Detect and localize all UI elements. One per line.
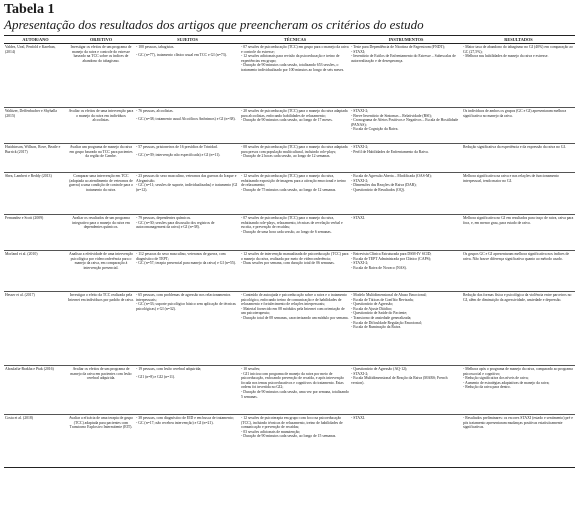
table-header-row bbox=[4, 36, 575, 44]
techniques-item: - 03 sessões adicionais de manutenção; bbox=[241, 429, 301, 434]
results-item: Melhora significativa no GI em resultados para traço de raiva, raiva para fora, e, em menor grau, para estado de raiva. bbox=[463, 216, 574, 225]
instruments-item: - STAXI-2; bbox=[351, 109, 369, 113]
author-text: Aboulafia-Brakha e Ptak (2016) bbox=[5, 367, 54, 371]
techniques-item: - Duração de 90 minutos cada sessão, totalizando 653 sessões, o tratamento individualizado por 100 minutos ao longo de seis meses. bbox=[241, 63, 345, 72]
cell-author bbox=[4, 251, 67, 292]
techniques-item: - GI1 iniciou com programa de manejo da raiva por meio de psicoeducação, enfocando prevenção de recaída, e após intervenção focada nos temas psicoeducativos e cognitivos do tratamento. Estas ordens foi invertida no GI2; bbox=[241, 371, 344, 390]
techniques-item: - 07 sessões de psicoeducação (TCC) para o manejo da raiva, enfatizando role-plays, relaxamento, técnicas de revelação verbal e escrita, e prevenção de recaídas; bbox=[241, 216, 343, 230]
objective-text: Avaliar um programa de manejo da raiva em grupo baseado na TCC para pacientes da região de Cambe. bbox=[69, 145, 133, 159]
table-row bbox=[4, 44, 575, 108]
techniques-item: - Duração de uma hora cada sessão, ao longo de 6 semanas. bbox=[241, 229, 332, 234]
techniques-item: - 12 sessões adicionais para revisão da psicoeducação e treino de experiências em grupo; bbox=[241, 54, 340, 63]
objective-text: Avaliar os efeitos de uma intervenção para o manejo da raiva em indivíduos alcoolistas. bbox=[68, 109, 134, 123]
author-text: Costa et al. (2018) bbox=[5, 416, 34, 420]
techniques-item: - Duração total de 08 semanas, caracterizando um módulo por semana. bbox=[241, 315, 349, 320]
cell-results bbox=[462, 366, 575, 415]
techniques-item: - Duração de 2 horas cada sessão, ao longo de 12 semanas. bbox=[241, 154, 331, 159]
techniques-item: - 20 sessões de psicoeducação (TCC) para o manejo da raiva adaptada para alcoolistas, enfocando habilidades de relaxamento; bbox=[241, 109, 348, 118]
instruments-item: - STAXI-2; bbox=[351, 145, 369, 149]
cell-instruments bbox=[350, 415, 462, 468]
cell-results bbox=[462, 292, 575, 366]
instruments-item: - Escala de Agressão Aberta – Modificada (OAS-M); bbox=[351, 174, 432, 178]
header-techniques: TÉCNICAS bbox=[240, 36, 350, 44]
cell-results bbox=[462, 251, 575, 292]
instruments-item: - STAXI. bbox=[351, 416, 366, 420]
table-row bbox=[4, 144, 575, 173]
subjects-item: - 65 pessoas, com problemas de agressão nos relacionamentos interpessoais; bbox=[136, 293, 231, 302]
instruments-item: - Breve Inventário de Sintomas – Relatividade (BSI); bbox=[351, 113, 432, 118]
cell-subjects bbox=[135, 215, 240, 251]
objective-text: Investigar os efeitos de um programa de manejo da raiva e controle do estresse baseado na TCC sobre os índices de abandono do tabagismo. bbox=[70, 45, 132, 63]
subjects-item: - 112 pessoas do sexo masculino, veteranos de guerra, com diagnóstico de TEPT; bbox=[136, 252, 226, 261]
table-row bbox=[4, 215, 575, 251]
instruments-item: - Inventário de Estilos de Enfrentamento do Estresse – Subescalas de autorrealização e de desesperança. bbox=[351, 54, 456, 63]
subjects-item: - 23 pessoas do sexo masculino, veteranos das guerras do Iraque e Afeganistão. bbox=[136, 174, 237, 183]
techniques-item: - Duração de 90 minutos cada sessão, uma vez por semana, totalizando 5 semanas. bbox=[241, 389, 349, 399]
cell-author bbox=[4, 366, 67, 415]
techniques-item: - 10 sessões; bbox=[241, 367, 261, 371]
subjects-item: - 79 pessoas, dependentes químicos. bbox=[136, 216, 192, 220]
cell-instruments bbox=[350, 144, 462, 173]
instruments-item: - Modelo Multidimensional de Abuso Emocional; bbox=[351, 293, 427, 297]
subjects-item: - GC (n=77), tratamento clínico usual em TCC e GI (n=73). bbox=[136, 52, 227, 57]
instruments-item: - Questionário de Saúde do Paciente; bbox=[351, 311, 408, 316]
objective-text: Analisar a efetividade de uma intervenção psicológica por videoconferência para o manejo da raiva, em comparação à intervenção presencial. bbox=[69, 252, 133, 270]
instruments-item: - Escala de Cognição da Raiva. bbox=[351, 127, 399, 132]
cell-objective bbox=[67, 44, 135, 108]
instruments-item: - Dimensões das Reações de Raiva (DAR); bbox=[351, 183, 417, 188]
instruments-item: - Teste para Dependência de Nicotina de Fagerstrom (FNDT); bbox=[351, 45, 446, 49]
table-row bbox=[4, 251, 575, 292]
cell-subjects bbox=[135, 251, 240, 292]
results-table bbox=[4, 35, 575, 468]
subjects-item: - GI1 (n=8) e GI2 (n=11). bbox=[136, 374, 176, 379]
cell-objective bbox=[67, 215, 135, 251]
results-item: - Resultados preliminares: os escores STAXI (estado e sentimento) pré e pós tratamento apresentaram mudanças positivas estatisticamente significativas. bbox=[463, 416, 573, 430]
cell-techniques bbox=[240, 415, 350, 468]
instruments-item: - STAXI-2; bbox=[351, 371, 369, 376]
objective-text: Comparar uma intervenção em TCC (adaptada ao atendimento de veteranos de guerra) a uma condição de controle para o tratamento da raiva. bbox=[69, 174, 133, 192]
subjects-item: - GC (n=30; sessões para discussão dos registros de autocomanagement da raiva) e GI (n=38). bbox=[136, 220, 215, 230]
results-item: - Melhora nas habilidades de manejo da raiva e estresse. bbox=[463, 54, 549, 59]
results-item: - Maior taxa de abandono do tabagismo no GI (40%) em comparação ao GC (27,5%); bbox=[463, 45, 573, 54]
results-item: Redução significativa da experiência e da expressão da raiva no GI. bbox=[463, 145, 566, 149]
subjects-item: - 19 pessoas, com lesão cerebral adquirida; bbox=[136, 367, 202, 371]
cell-instruments bbox=[350, 251, 462, 292]
header-results: RESULTADOS bbox=[462, 36, 575, 44]
instruments-item: - Escala de Táticas de Conflito Revisada; bbox=[351, 297, 414, 302]
cell-subjects bbox=[135, 173, 240, 215]
subjects-item: - 100 pessoas, tabagistas. bbox=[136, 45, 175, 49]
cell-author bbox=[4, 215, 67, 251]
instruments-item: - Transtorno de ansiedade generalizada; bbox=[351, 315, 412, 320]
author-text: Hutchinson, Willson, Rove, Beatle e Burrick (2017) bbox=[5, 145, 61, 154]
table-row bbox=[4, 108, 575, 144]
instruments-item: - Perfil de Habilidades de Enfrentamento da Raiva. bbox=[351, 149, 429, 154]
cell-subjects bbox=[135, 415, 240, 468]
results-item: Melhora significativa na raiva e nas relações de funcionamento interpessoal, tendo maior no GI. bbox=[463, 174, 559, 183]
subjects-item: - GC (n=17; não recebeu intervenção) e GI (n=21). bbox=[136, 420, 214, 425]
cell-author bbox=[4, 144, 67, 173]
subjects-item: - GC (n=57; terapia presencial para manejo da raiva) e GI (n=55). bbox=[136, 261, 237, 266]
header-instruments: INSTRUMENTOS bbox=[350, 36, 462, 44]
cell-results bbox=[462, 144, 575, 173]
table-row bbox=[4, 366, 575, 415]
techniques-item: - 07 sessões de psicoeducação (TCC) em grupo para o manejo da raiva e controle do estresse; bbox=[241, 45, 349, 54]
subjects-item: - GC (n=11; sessões de suporte, individualizadas) e tratamento (GI (n=12). bbox=[136, 183, 238, 192]
techniques-item: - 12 sessões de psicoeducação (TCC) para o manejo da raiva, enfatizando exposição de imagens para a ativação emocional e treino de relaxamento; bbox=[241, 174, 346, 188]
results-item: - Redução da raiva para dentro. bbox=[463, 385, 511, 390]
author-text: Fernandez e Scott (2009) bbox=[5, 216, 44, 220]
instruments-item: - Escala de Ruminação da Raiva. bbox=[351, 325, 402, 330]
subjects-item: - GC (n=38; tratamento usual Alcoólicos Anônimos) e GI (n=38). bbox=[136, 116, 236, 121]
techniques-item: - 08 sessões de psicoeducação (TCC) para o manejo da raiva adaptada para presos com população multicultural, incluindo role-plays; bbox=[241, 145, 348, 154]
table-row bbox=[4, 292, 575, 366]
subjects-item: - GC (n=39; intervenção não especificada) e GI (n=11). bbox=[136, 152, 221, 157]
table-row bbox=[4, 173, 575, 215]
cell-results bbox=[462, 215, 575, 251]
cell-subjects bbox=[135, 144, 240, 173]
cell-objective bbox=[67, 251, 135, 292]
techniques-item: - Duas sessões por semana, com duração total de 06 semanas. bbox=[241, 261, 335, 266]
techniques-item: - Duração de 90 minutos cada sessão, ao longo de 15 semanas. bbox=[241, 434, 337, 439]
cell-objective bbox=[67, 173, 135, 215]
table-body bbox=[4, 44, 575, 468]
subjects-item: - 76 pessoas, alcoolistas. bbox=[136, 109, 174, 113]
cell-instruments bbox=[350, 173, 462, 215]
instruments-item: - STAXI-2; bbox=[351, 178, 369, 183]
cell-results bbox=[462, 44, 575, 108]
objective-text: Avaliar a eficácia de uma terapia de grupo (TCC) adaptada para pacientes com Transtorno Explosivo Intermitente (EIT). bbox=[68, 416, 134, 430]
cell-instruments bbox=[350, 292, 462, 366]
cell-techniques bbox=[240, 292, 350, 366]
cell-techniques bbox=[240, 215, 350, 251]
instruments-item: - STAXI. bbox=[351, 216, 366, 220]
instruments-item: - STAXI; bbox=[351, 49, 366, 54]
cell-author bbox=[4, 173, 67, 215]
instruments-item: - Entrevista Clínica Estruturada para DSM-IV SCID; bbox=[351, 252, 432, 256]
cell-results bbox=[462, 173, 575, 215]
subjects-item: - 38 pessoas, com diagnóstico de EID e em busca de tratamento; bbox=[136, 416, 234, 420]
cell-techniques bbox=[240, 44, 350, 108]
cell-instruments bbox=[350, 108, 462, 144]
cell-techniques bbox=[240, 366, 350, 415]
table-title: Tabela 1 bbox=[4, 2, 55, 17]
cell-author bbox=[4, 415, 67, 468]
techniques-item: - Material fornecido em 08 módulos pela Internet com orientação de um psicoterapeuta; bbox=[241, 306, 345, 316]
cell-objective bbox=[67, 144, 135, 173]
instruments-item: - Escala Multidimensional de Reação da Raiva (MARS; French version). bbox=[351, 376, 448, 385]
subjects-item: - 57 pessoas, prisioneiros de 16 presídios de Trinidad. bbox=[136, 145, 218, 149]
instruments-item: - Cronograma de Afetos Positivos e Negativos – Escala de Hostilidade (PANAS); bbox=[351, 118, 459, 127]
objective-text: Avaliar os resultados de um programa integrativo para o manejo da raiva em dependentes químicos. bbox=[72, 216, 130, 230]
author-text: Morland et al. (2010) bbox=[5, 252, 38, 256]
author-text: Shea, Lambert e Reddy (2013) bbox=[5, 174, 52, 178]
header-author: AUTOR/ANO bbox=[4, 36, 67, 44]
cell-instruments bbox=[350, 366, 462, 415]
techniques-item: - Conteúdo de autoajuda e psicoeducação sobre a raiva e o tratamento psicológico, enfocando treino de comunicação e de habilidades de relaxamento e fortalecimento de relações interpessoais; bbox=[241, 293, 347, 307]
techniques-item: - Duração de 90 minutos cada sessão, ao longo de 17 meses. bbox=[241, 118, 333, 123]
cell-subjects bbox=[135, 108, 240, 144]
results-item: Redução das formas física e psicológica da violência entre parceiros no GI, além de diminuição da agressividade, ansiedade e depressão. bbox=[463, 293, 572, 302]
instruments-item: - Questionário de Agressão (AQ-12); bbox=[351, 367, 408, 371]
results-item: - Melhora após o programa de manejo da raiva, comparado ao programa psicossocial e cognitivo; bbox=[463, 367, 573, 376]
instruments-item: - Escala de Raiva de Novaco (NAS). bbox=[351, 265, 407, 270]
cell-objective bbox=[67, 292, 135, 366]
cell-objective bbox=[67, 415, 135, 468]
cell-subjects bbox=[135, 366, 240, 415]
cell-subjects bbox=[135, 44, 240, 108]
cell-techniques bbox=[240, 144, 350, 173]
table-subtitle: Apresentação dos resultados dos artigos que preencheram os critérios do estudo bbox=[4, 17, 424, 32]
cell-techniques bbox=[240, 251, 350, 292]
techniques-item: - 12 sessões de psicoterapia em grupo com foco na psicoeducação (TCC), incluindo técnicas de relaxamento, treino de habilidades de comunicação e prevenção de recaídas; bbox=[241, 416, 343, 430]
cell-results bbox=[462, 415, 575, 468]
instruments-item: - STAXI-2; bbox=[351, 261, 369, 266]
results-item: Os grupos GC e GI apresentaram melhora significativa nos índices de raiva. Não houve diferença significativa quanto ao método usado. bbox=[463, 252, 570, 261]
cell-techniques bbox=[240, 108, 350, 144]
cell-author bbox=[4, 292, 67, 366]
objective-text: Investigar o efeito da TCC realizada pela Internet em indivíduos por padrão de raiva. bbox=[68, 293, 134, 302]
author-text: Valdez, Ueal, Penfold e Kareban, (2014) bbox=[5, 45, 56, 54]
cell-results bbox=[462, 108, 575, 144]
table-row bbox=[4, 415, 575, 468]
cell-instruments bbox=[350, 44, 462, 108]
cell-author bbox=[4, 108, 67, 144]
cell-objective bbox=[67, 366, 135, 415]
results-item: - Aumento de estratégias adaptativas de manejo da raiva; bbox=[463, 380, 550, 385]
results-item: Os indivíduos de ambos os grupos (GC e GI) apresentaram melhora significativa no manejo da raiva. bbox=[463, 109, 567, 118]
cell-instruments bbox=[350, 215, 462, 251]
author-text: Hesser et al. (2017) bbox=[5, 293, 35, 297]
results-item: - Redução significativa dos níveis de raiva; bbox=[463, 376, 529, 381]
instruments-item: - Questionário de Resultados (OQ). bbox=[351, 187, 405, 192]
instruments-item: - Questionário de Agressão; bbox=[351, 302, 394, 307]
instruments-item: - Escala de Ajuste Diádico; bbox=[351, 306, 393, 311]
cell-subjects bbox=[135, 292, 240, 366]
subjects-item: - GC (n=33; suporte psicológico básico sem aplicação de técnicas psicológicas) e GI (n=32). bbox=[136, 302, 236, 311]
techniques-item: - Duração de 75 minutos cada sessão, ao longo de 12 semanas. bbox=[241, 187, 337, 192]
header-subjects: SUJEITOS bbox=[135, 36, 240, 44]
author-text: Walitzer, Deffenbacher e Shyhalla (2015) bbox=[5, 109, 57, 118]
techniques-item: - 12 sessões de intervenção manualizada de psicoeducação (TCC) para o manejo da raiva, realizada por meio de videoconferência; bbox=[241, 252, 349, 261]
objective-text: Avaliar os efeitos de um programa de manejo da raiva em pacientes com lesão cerebral adquirida. bbox=[70, 367, 132, 381]
cell-author bbox=[4, 44, 67, 108]
cell-objective bbox=[67, 108, 135, 144]
instruments-item: - Escala de Dificuldade Regulação Emocional; bbox=[351, 320, 422, 325]
cell-techniques bbox=[240, 173, 350, 215]
instruments-item: - Escala de TEPT Administrada por Clínico (CAPS); bbox=[351, 256, 432, 261]
header-objective: OBJETIVO bbox=[67, 36, 135, 44]
